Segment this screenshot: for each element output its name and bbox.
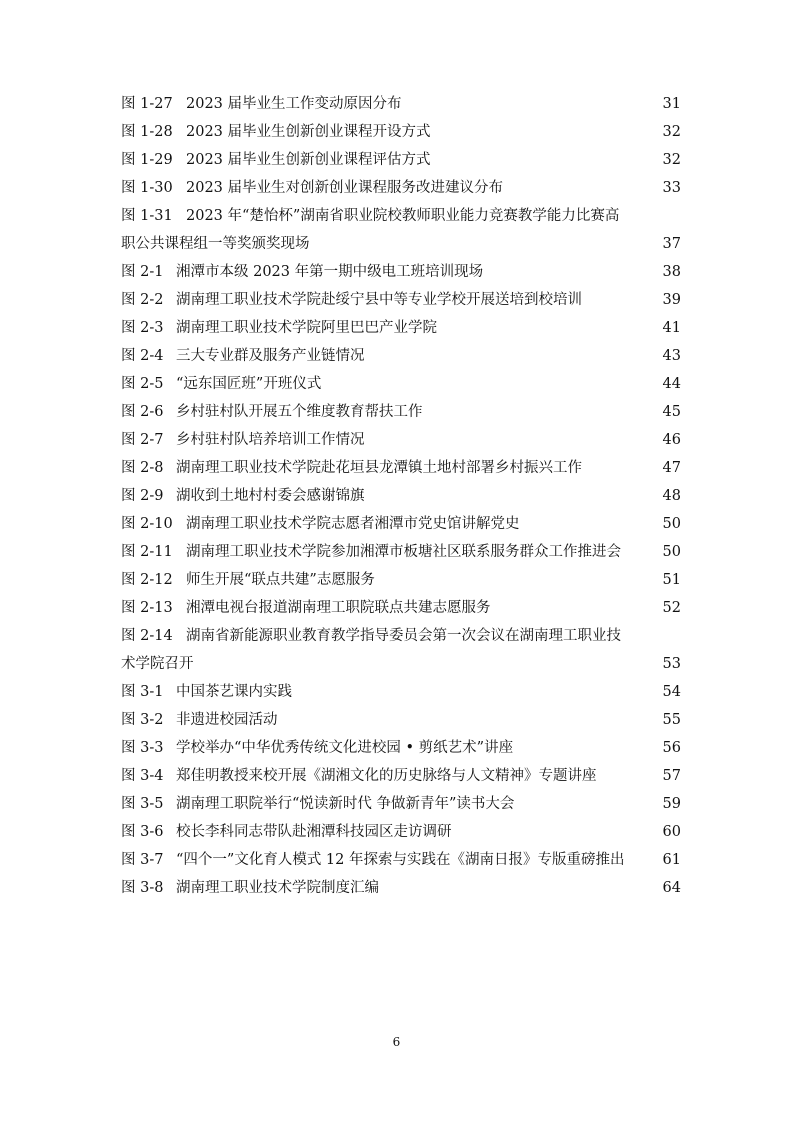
toc-entry[interactable]: [121, 317, 681, 341]
figure-title: 湖南省新能源职业教育教学指导委员会第一次会议在湖南理工职业技: [186, 627, 621, 644]
page-ref: 39: [661, 289, 681, 313]
toc-entry[interactable]: [121, 177, 681, 201]
figure-title: 学校举办“中华优秀传统文化进校园 • 剪纸艺术”讲座: [176, 737, 515, 761]
page-ref: 50: [661, 541, 681, 565]
figure-label: 图 2-2: [121, 291, 164, 308]
page-ref: 43: [661, 345, 681, 369]
figure-label: 图 3-7: [121, 851, 164, 868]
toc-entry[interactable]: [121, 261, 681, 285]
figure-title: 郑佳明教授来校开展《湖湘文化的历史脉络与人文精神》专题讲座: [176, 765, 599, 789]
figure-label: 图 2-9: [121, 487, 164, 504]
page-ref: 32: [661, 121, 681, 145]
figure-title: 非遗进校园活动: [176, 709, 280, 733]
page-ref: 61: [661, 849, 681, 873]
page-ref: 57: [661, 765, 681, 789]
figure-title: 湖南理工职业技术学院赴绥宁县中等专业学校开展送培到校培训: [176, 289, 584, 313]
figure-title: 2023 届毕业生创新创业课程评估方式: [186, 149, 433, 173]
toc-entry[interactable]: [121, 373, 681, 397]
page-ref: 31: [661, 93, 681, 117]
toc-entry[interactable]: [121, 597, 681, 621]
toc-entry-continuation[interactable]: [121, 233, 681, 257]
figure-label: 图 1-27: [121, 96, 173, 112]
page-ref: 64: [661, 877, 681, 901]
toc-entry[interactable]: [121, 485, 681, 509]
figure-title: 湖南理工职业技术学院参加湘潭市板塘社区联系服务群众工作推进会: [186, 541, 623, 565]
figure-title: 三大专业群及服务产业链情况: [176, 345, 367, 369]
figure-title: 湖收到土地村村委会感谢锦旗: [176, 485, 367, 509]
toc-entry[interactable]: [121, 849, 681, 873]
figure-label: 图 3-3: [121, 739, 164, 756]
figure-title-continuation: 职公共课程组一等奖颁奖现场: [121, 233, 312, 257]
figure-label: 图 2-1: [121, 263, 164, 280]
page-ref: 46: [661, 429, 681, 453]
figure-title: 2023 届毕业生工作变动原因分布: [186, 93, 404, 117]
figure-title: 乡村驻村队培养培训工作情况: [176, 429, 367, 453]
page-ref: 47: [661, 457, 681, 481]
figure-title: 湘潭市本级 2023 年第一期中级电工班培训现场: [176, 261, 485, 285]
toc-entry[interactable]: [121, 765, 681, 789]
figure-label: 图 2-4: [121, 347, 164, 364]
figure-label: 图 2-7: [121, 431, 164, 448]
figure-title: 2023 届毕业生对创新创业课程服务改进建议分布: [186, 177, 505, 201]
figure-label: 图 3-4: [121, 767, 164, 784]
page-ref: 60: [661, 821, 681, 845]
figure-title: 湖南理工职业技术学院制度汇编: [176, 877, 381, 901]
figure-title: 湘潭电视台报道湖南理工职院联点共建志愿服务: [186, 597, 493, 621]
figure-label: 图 3-8: [121, 879, 164, 896]
figure-label: 图 1-29: [121, 151, 173, 168]
toc-entry[interactable]: [121, 345, 681, 369]
toc-entry[interactable]: [121, 149, 681, 173]
figure-title: 湖南理工职业技术学院阿里巴巴产业学院: [176, 317, 439, 341]
figure-label: 图 2-13: [121, 599, 173, 616]
page-ref: 54: [661, 681, 681, 705]
figure-title: 湖南理工职业技术学院赴花垣县龙潭镇土地村部署乡村振兴工作: [176, 457, 584, 481]
toc-entry[interactable]: [121, 205, 681, 229]
figure-label: 图 1-30: [121, 179, 173, 196]
toc-entry[interactable]: [121, 401, 681, 425]
page-ref: 50: [661, 513, 681, 537]
toc-entry[interactable]: [121, 625, 681, 649]
page-ref: 59: [661, 793, 681, 817]
toc-entry[interactable]: [121, 93, 681, 117]
figure-label: 图 3-5: [121, 795, 164, 812]
figure-label: 图 3-2: [121, 711, 164, 728]
page-ref: 56: [661, 737, 681, 761]
table-of-figures: [121, 93, 681, 905]
toc-entry[interactable]: [121, 121, 681, 145]
figure-title: 中国茶艺课内实践: [176, 681, 294, 705]
toc-entry[interactable]: [121, 821, 681, 845]
figure-label: 图 2-14: [121, 627, 173, 644]
figure-label: 图 2-10: [121, 515, 173, 532]
figure-title: 乡村驻村队开展五个维度教育帮扶工作: [176, 401, 425, 425]
figure-title: 校长李科同志带队赴湘潭科技园区走访调研: [176, 821, 454, 845]
figure-label: 图 2-11: [121, 543, 173, 560]
toc-entry[interactable]: [121, 709, 681, 733]
toc-entry[interactable]: [121, 737, 681, 761]
toc-entry[interactable]: [121, 457, 681, 481]
figure-label: 图 2-8: [121, 459, 164, 476]
figure-label: 图 2-12: [121, 571, 173, 588]
page-ref: 55: [661, 709, 681, 733]
figure-label: 图 3-6: [121, 823, 164, 840]
figure-label: 图 2-3: [121, 319, 164, 336]
toc-entry[interactable]: [121, 289, 681, 313]
figure-title: “四个一”文化育人模式 12 年探索与实践在《湖南日报》专版重磅推出: [176, 849, 627, 873]
toc-entry[interactable]: [121, 681, 681, 705]
figure-title: 湖南理工职业技术学院志愿者湘潭市党史馆讲解党史: [186, 513, 522, 537]
page-ref: 37: [661, 233, 681, 257]
figure-title: 2023 年“楚怡杯”湖南省职业院校教师职业能力竞赛教学能力比赛高: [186, 207, 620, 224]
figure-label: 图 2-5: [121, 375, 164, 392]
page-ref: 38: [661, 261, 681, 285]
page-ref: 45: [661, 401, 681, 425]
figure-title: 师生开展“联点共建”志愿服务: [186, 569, 377, 593]
page-number: 6: [392, 1035, 401, 1049]
figure-title: 湖南理工职院举行“悦读新时代 争做新青年”读书大会: [176, 793, 516, 817]
page-ref: 41: [661, 317, 681, 341]
toc-entry[interactable]: [121, 541, 681, 565]
page-ref: 32: [661, 149, 681, 173]
page-ref: 53: [661, 653, 681, 677]
toc-entry-continuation[interactable]: [121, 653, 681, 677]
figure-label: 图 1-31: [121, 207, 173, 224]
page-ref: 52: [661, 597, 681, 621]
toc-entry[interactable]: [121, 569, 681, 593]
figure-title: “远东国匠班”开班仪式: [176, 373, 323, 397]
toc-entry[interactable]: [121, 793, 681, 817]
page-ref: 33: [661, 177, 681, 201]
toc-entry[interactable]: [121, 513, 681, 537]
figure-title: 2023 届毕业生创新创业课程开设方式: [186, 121, 433, 145]
figure-label: 图 2-6: [121, 403, 164, 420]
page-ref: 48: [661, 485, 681, 509]
page-ref: 51: [661, 569, 681, 593]
figure-label: 图 3-1: [121, 683, 164, 700]
toc-entry[interactable]: [121, 877, 681, 901]
page-ref: 44: [661, 373, 681, 397]
figure-title-continuation: 术学院召开: [121, 653, 196, 677]
toc-entry[interactable]: [121, 429, 681, 453]
figure-label: 图 1-28: [121, 123, 173, 140]
